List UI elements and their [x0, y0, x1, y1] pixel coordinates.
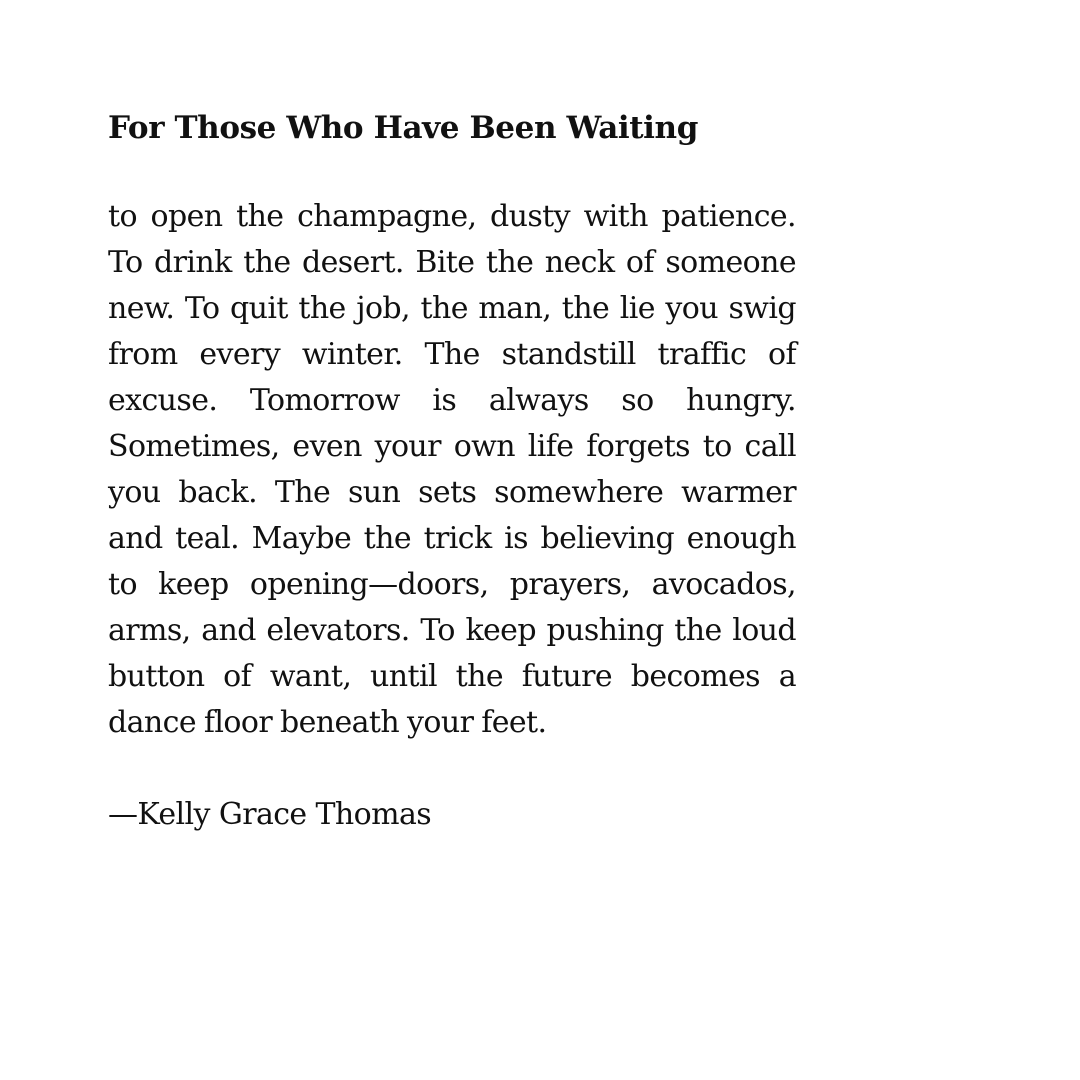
poem-line: excuse. Tomorrow is always so hungry. [108, 383, 796, 418]
poem-line: button of want, until the future becomes a [108, 659, 796, 694]
poem-line: to open the champagne, dusty with patience. [108, 199, 796, 234]
poem-line: and teal. Maybe the trick is believing enough [108, 521, 796, 556]
poem-line: new. To quit the job, the man, the lie you swig [108, 291, 796, 326]
poem-line: Sometimes, even your own life forgets to call [108, 429, 796, 464]
poem-attribution: —Kelly Grace Thomas [108, 797, 432, 832]
poem-card [108, 100, 796, 838]
poem-line: arms, and elevators. To keep pushing the loud [108, 613, 796, 648]
poem-line: To drink the desert. Bite the neck of someone [108, 245, 796, 280]
poem-line: to keep opening—doors, prayers, avocados, [108, 567, 796, 602]
poem-title: For Those Who Have Been Waiting [108, 110, 698, 146]
poem-body [108, 194, 796, 746]
poem-line: dance floor beneath your feet. [108, 705, 547, 740]
poem-line: from every winter. The standstill traffic of [108, 337, 796, 372]
poem-line: you back. The sun sets somewhere warmer [108, 475, 796, 510]
